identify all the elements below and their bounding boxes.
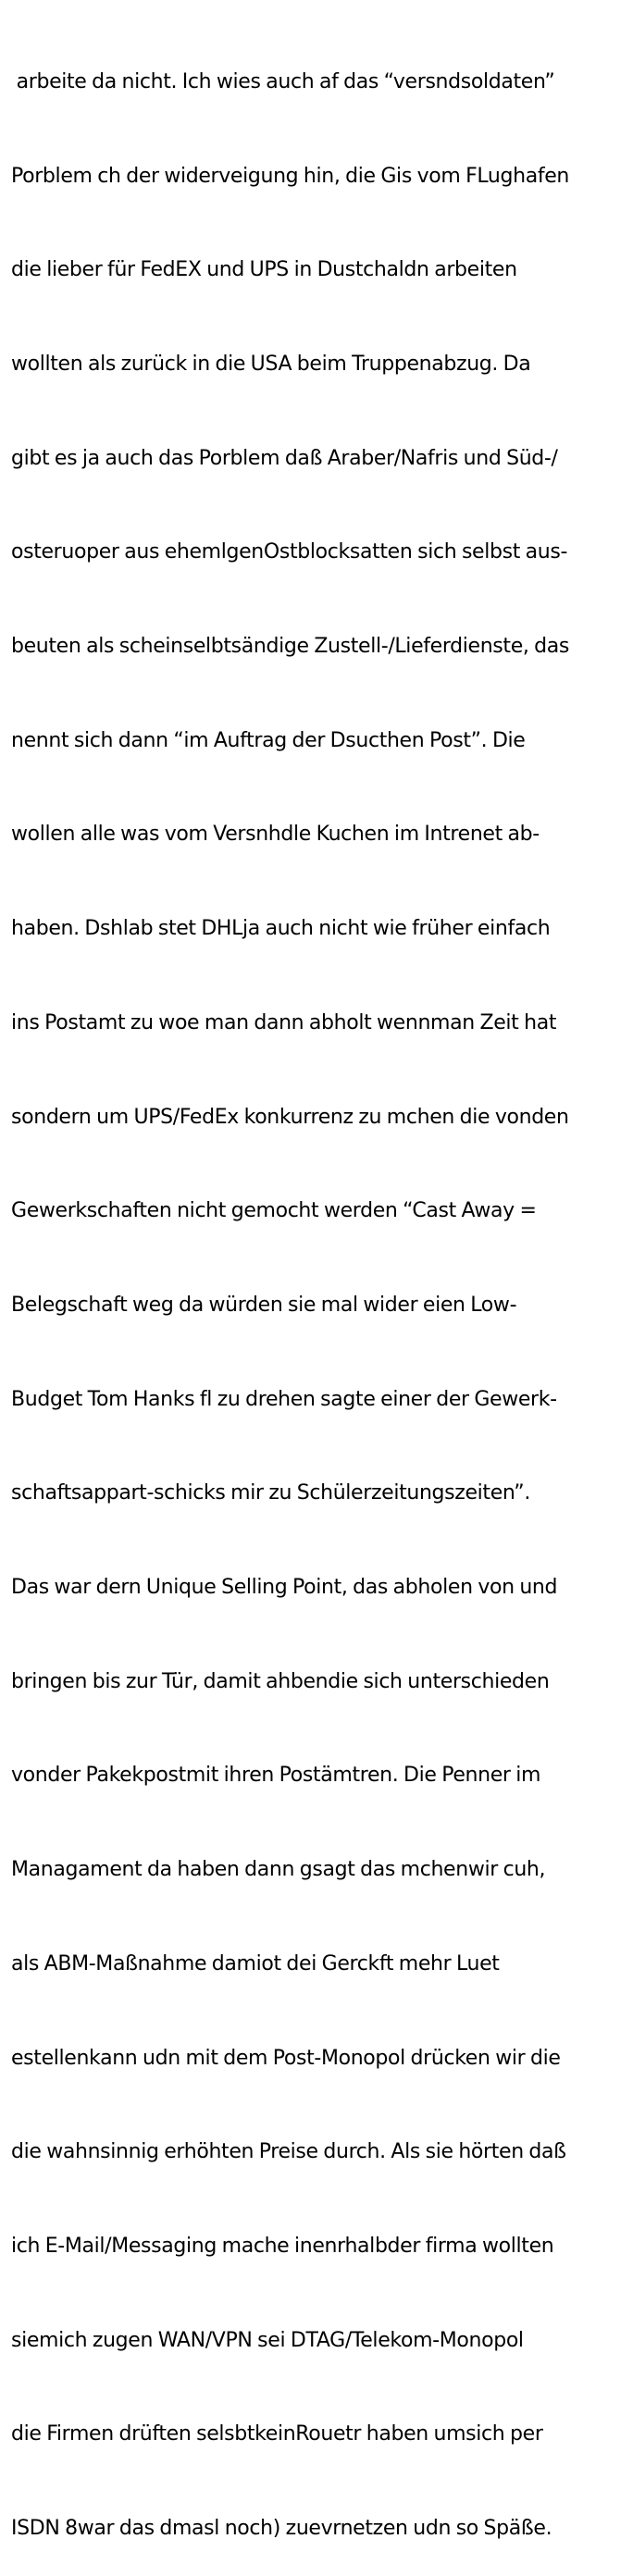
text-line-19: vonder Pakekpostmit ihren Postämtren. Die Penner im (11, 1764, 541, 1788)
text-line-5: gibt es ja auch das Porblem daß Araber/Nafris und Süd-/ (11, 446, 558, 470)
text-line-18: bringen bis zur Tür, damit ahbendie sich unterschieden (11, 1669, 550, 1693)
text-line-13: Gewerkschaften nicht gemocht werden “Cast Away = (11, 1199, 537, 1223)
text-line-12: sondern um UPS/FedEx konkurrenz zu mchen die vonden (11, 1105, 569, 1129)
text-line-20: Managament da haben dann gsagt das mchenwir cuh, (11, 1858, 546, 1882)
text-line-27: ISDN 8war das dmasl noch) zuevrnetzen udn so Späße. (11, 2517, 552, 2541)
text-line-9: wollen alle was vom Versnhdle Kuchen im Intrenet ab- (11, 823, 540, 847)
text-line-2: Porblem ch der widerveigung hin, die Gis vom FLughafen (11, 164, 570, 188)
text-line-8: nennt sich dann “im Auftrag der Dsucthen Post”. Die (11, 728, 526, 752)
text-line-24: ich E-Mail/Messaging mache inenrhalbder firma wollten (11, 2234, 554, 2258)
text-line-25: siemich zugen WAN/VPN sei DTAG/Telekom-Monopol (11, 2328, 524, 2352)
text-line-3: die lieber für FedEX und UPS in Dustchaldn arbeiten (11, 258, 517, 282)
text-line-16: schaftsappart-schicks mir zu Schülerzeitungszeiten”. (11, 1481, 530, 1505)
text-line-1: arbeite da nicht. Ich wies auch af das “versndsoldaten” (11, 69, 555, 93)
document-text (11, 4, 629, 2576)
text-line-26: die Firmen drüften selsbtkeinRouetr haben umsich per (11, 2422, 543, 2446)
text-line-10: haben. Dshlab stet DHLja auch nicht wie früher einfach (11, 917, 551, 941)
text-line-11: ins Postamt zu woe man dann abholt wennman Zeit hat (11, 1010, 557, 1034)
text-line-4: wollten als zurück in die USA beim Truppenabzug. Da (11, 352, 531, 376)
text-line-23: die wahnsinnig erhöhten Preise durch. Als sie hörten daß (11, 2140, 566, 2164)
text-line-14: Belegschaft weg da würden sie mal wider eien Low- (11, 1293, 517, 1317)
text-line-6: osteruoper aus ehemlgenOstblocksatten sich selbst aus- (11, 540, 568, 564)
text-line-17: Das war dern Unique Selling Point, das abholen von und (11, 1576, 558, 1600)
text-line-15: Budget Tom Hanks fl zu drehen sagte einer der Gewerk- (11, 1387, 557, 1411)
text-line-7: beuten als scheinselbtsändige Zustell-/Lieferdienste, das (11, 635, 570, 659)
text-line-22: estellenkann udn mit dem Post-Monopol drücken wir die (11, 2046, 561, 2070)
text-line-21: als ABM-Maßnahme damiot dei Gerckft mehr Luet (11, 1951, 500, 1975)
